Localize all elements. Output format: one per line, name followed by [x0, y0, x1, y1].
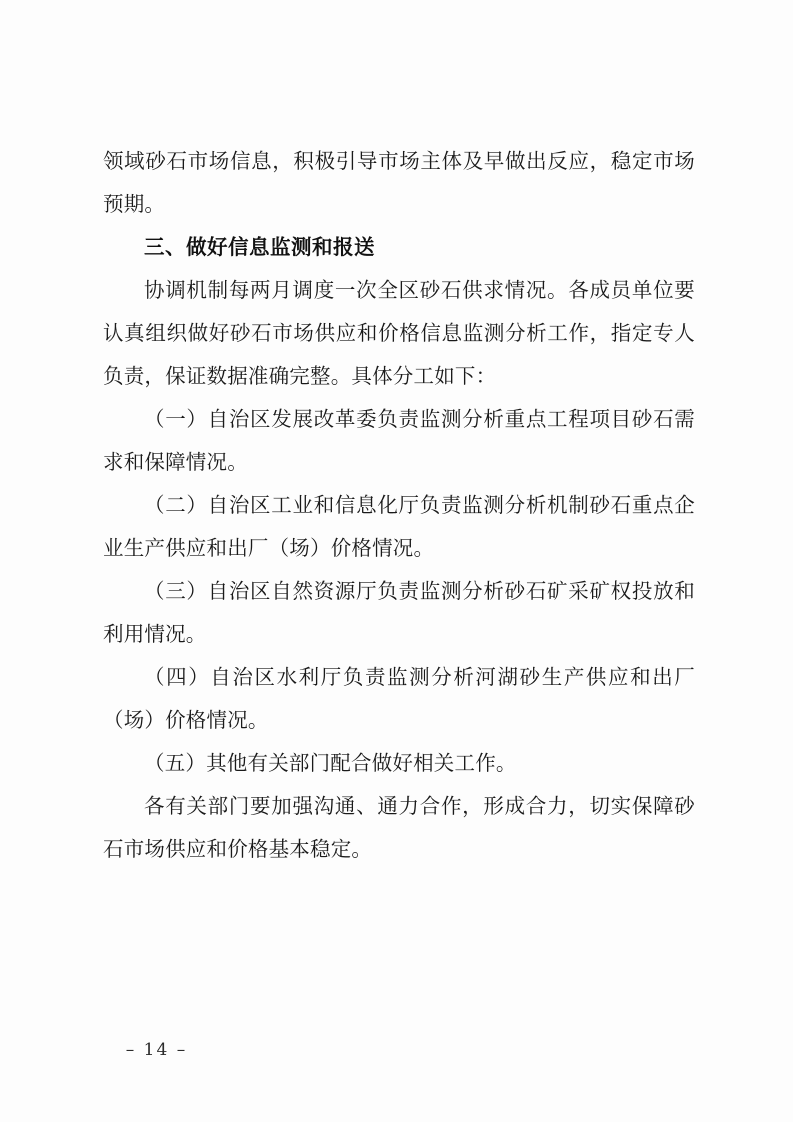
- paragraph-item-two: （二）自治区工业和信息化厅负责监测分析机制砂石重点企业生产供应和出厂（场）价格情况。: [103, 493, 695, 560]
- paragraph-item-three: （三）自治区自然资源厅负责监测分析砂石矿采矿权投放和利用情况。: [103, 579, 695, 646]
- paragraph-item-four: （四）自治区水利厅负责监测分析河湖砂生产供应和出厂（场）价格情况。: [103, 665, 695, 732]
- document-body: [103, 140, 695, 871]
- paragraph-item-one: （一）自治区发展改革委负责监测分析重点工程项目砂石需求和保障情况。: [103, 407, 695, 474]
- paragraph-continuation: 领域砂石市场信息，积极引导市场主体及早做出反应，稳定市场预期。: [103, 149, 695, 216]
- page-footer: [0, 1040, 793, 1060]
- page-number: – 14 –: [125, 1040, 188, 1060]
- paragraph-intro: 协调机制每两月调度一次全区砂石供求情况。各成员单位要认真组织做好砂石市场供应和价格信息监测分析工作，指定专人负责，保证数据准确完整。具体分工如下：: [103, 278, 695, 388]
- paragraph-item-five: （五）其他有关部门配合做好相关工作。: [144, 751, 517, 775]
- section-heading-three: 三、做好信息监测和报送: [144, 235, 375, 259]
- paragraph-closing: 各有关部门要加强沟通、通力合作，形成合力，切实保障砂石市场供应和价格基本稳定。: [103, 794, 695, 861]
